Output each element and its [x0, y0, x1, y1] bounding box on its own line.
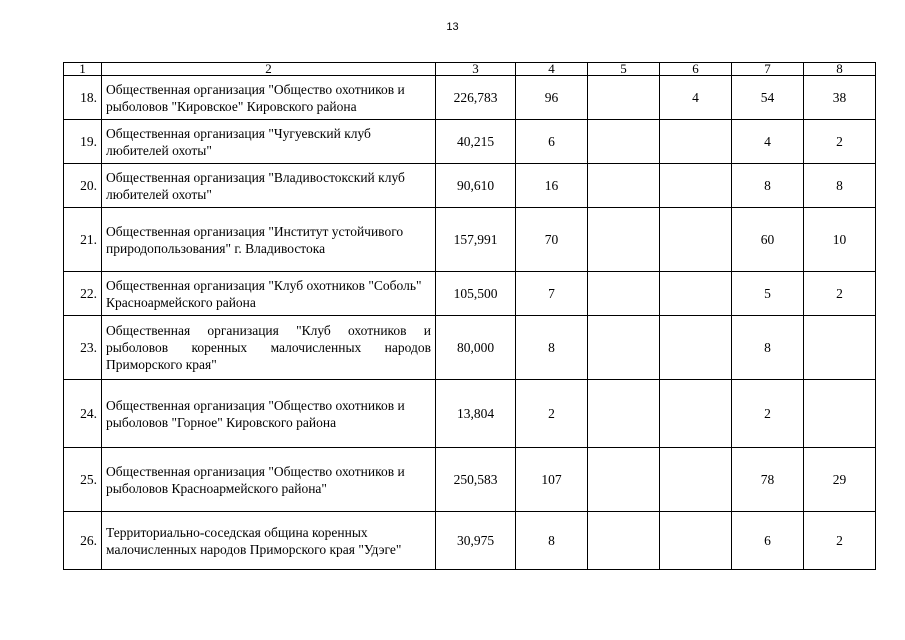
cell-col-7: 4 [732, 120, 804, 164]
table-body [64, 76, 876, 570]
table-row [64, 380, 876, 448]
cell-col-7: 5 [732, 272, 804, 316]
cell-col-8: 2 [804, 272, 876, 316]
cell-col-4: 2 [516, 380, 588, 448]
cell-col-7: 6 [732, 512, 804, 570]
table-row [64, 448, 876, 512]
table-row [64, 512, 876, 570]
area-value: 105,500 [436, 272, 516, 316]
cell-col-8: 2 [804, 512, 876, 570]
data-table [63, 62, 876, 570]
cell-col-7: 78 [732, 448, 804, 512]
cell-col-5 [588, 448, 660, 512]
cell-col-8: 2 [804, 120, 876, 164]
row-number: 25. [64, 448, 102, 512]
row-number: 19. [64, 120, 102, 164]
cell-col-5 [588, 208, 660, 272]
cell-col-5 [588, 316, 660, 380]
cell-col-5 [588, 76, 660, 120]
header-row [64, 63, 876, 76]
cell-col-6 [660, 380, 732, 448]
cell-col-8: 38 [804, 76, 876, 120]
cell-col-6 [660, 512, 732, 570]
cell-col-6 [660, 164, 732, 208]
organization-name: Общественная организация "Клуб охотников "Соболь" Красноармейского района [102, 272, 436, 316]
table-row [64, 272, 876, 316]
row-number: 20. [64, 164, 102, 208]
cell-col-6 [660, 272, 732, 316]
organization-name: Общественная организация "Общество охотников и рыболовов "Горное" Кировского района [102, 380, 436, 448]
cell-col-5 [588, 120, 660, 164]
cell-col-7: 2 [732, 380, 804, 448]
cell-col-7: 54 [732, 76, 804, 120]
area-value: 90,610 [436, 164, 516, 208]
area-value: 226,783 [436, 76, 516, 120]
cell-col-8: 29 [804, 448, 876, 512]
table-row [64, 120, 876, 164]
cell-col-8 [804, 380, 876, 448]
cell-col-7: 8 [732, 164, 804, 208]
cell-col-8: 8 [804, 164, 876, 208]
organization-name: Общественная организация "Общество охотников и рыболовов "Кировское" Кировского района [102, 76, 436, 120]
area-value: 40,215 [436, 120, 516, 164]
area-value: 30,975 [436, 512, 516, 570]
cell-col-4: 16 [516, 164, 588, 208]
table-row [64, 316, 876, 380]
cell-col-7: 8 [732, 316, 804, 380]
organization-name: Общественная организация "Клуб охотников и рыболовов коренных малочисленных народов Приморского края" [102, 316, 436, 380]
organization-name: Общественная организация "Чугуевский клуб любителей охоты" [102, 120, 436, 164]
row-number: 21. [64, 208, 102, 272]
organization-name: Общественная организация "Общество охотников и рыболовов Красноармейского района" [102, 448, 436, 512]
area-value: 157,991 [436, 208, 516, 272]
cell-col-6 [660, 316, 732, 380]
cell-col-6 [660, 448, 732, 512]
cell-col-6 [660, 208, 732, 272]
table-row [64, 164, 876, 208]
row-number: 24. [64, 380, 102, 448]
cell-col-4: 96 [516, 76, 588, 120]
column-header: 3 [436, 63, 516, 76]
cell-col-6: 4 [660, 76, 732, 120]
cell-col-5 [588, 272, 660, 316]
table-row [64, 76, 876, 120]
column-header: 4 [516, 63, 588, 76]
column-header: 1 [64, 63, 102, 76]
area-value: 13,804 [436, 380, 516, 448]
cell-col-5 [588, 512, 660, 570]
cell-col-8: 10 [804, 208, 876, 272]
row-number: 22. [64, 272, 102, 316]
column-header: 5 [588, 63, 660, 76]
column-header: 6 [660, 63, 732, 76]
cell-col-4: 8 [516, 316, 588, 380]
cell-col-4: 7 [516, 272, 588, 316]
organization-name: Общественная организация "Владивостокский клуб любителей охоты" [102, 164, 436, 208]
cell-col-7: 60 [732, 208, 804, 272]
cell-col-4: 6 [516, 120, 588, 164]
area-value: 80,000 [436, 316, 516, 380]
row-number: 23. [64, 316, 102, 380]
cell-col-4: 70 [516, 208, 588, 272]
cell-col-5 [588, 164, 660, 208]
row-number: 18. [64, 76, 102, 120]
table-row [64, 208, 876, 272]
row-number: 26. [64, 512, 102, 570]
cell-col-6 [660, 120, 732, 164]
column-header: 7 [732, 63, 804, 76]
organization-name: Территориально-соседская община коренных малочисленных народов Приморского края "Удэге" [102, 512, 436, 570]
area-value: 250,583 [436, 448, 516, 512]
table-header [64, 63, 876, 76]
cell-col-8 [804, 316, 876, 380]
column-header: 8 [804, 63, 876, 76]
column-header: 2 [102, 63, 436, 76]
organization-name: Общественная организация "Институт устойчивого природопользования" г. Владивостока [102, 208, 436, 272]
cell-col-5 [588, 380, 660, 448]
cell-col-4: 8 [516, 512, 588, 570]
page-number: 13 [446, 21, 459, 33]
cell-col-4: 107 [516, 448, 588, 512]
